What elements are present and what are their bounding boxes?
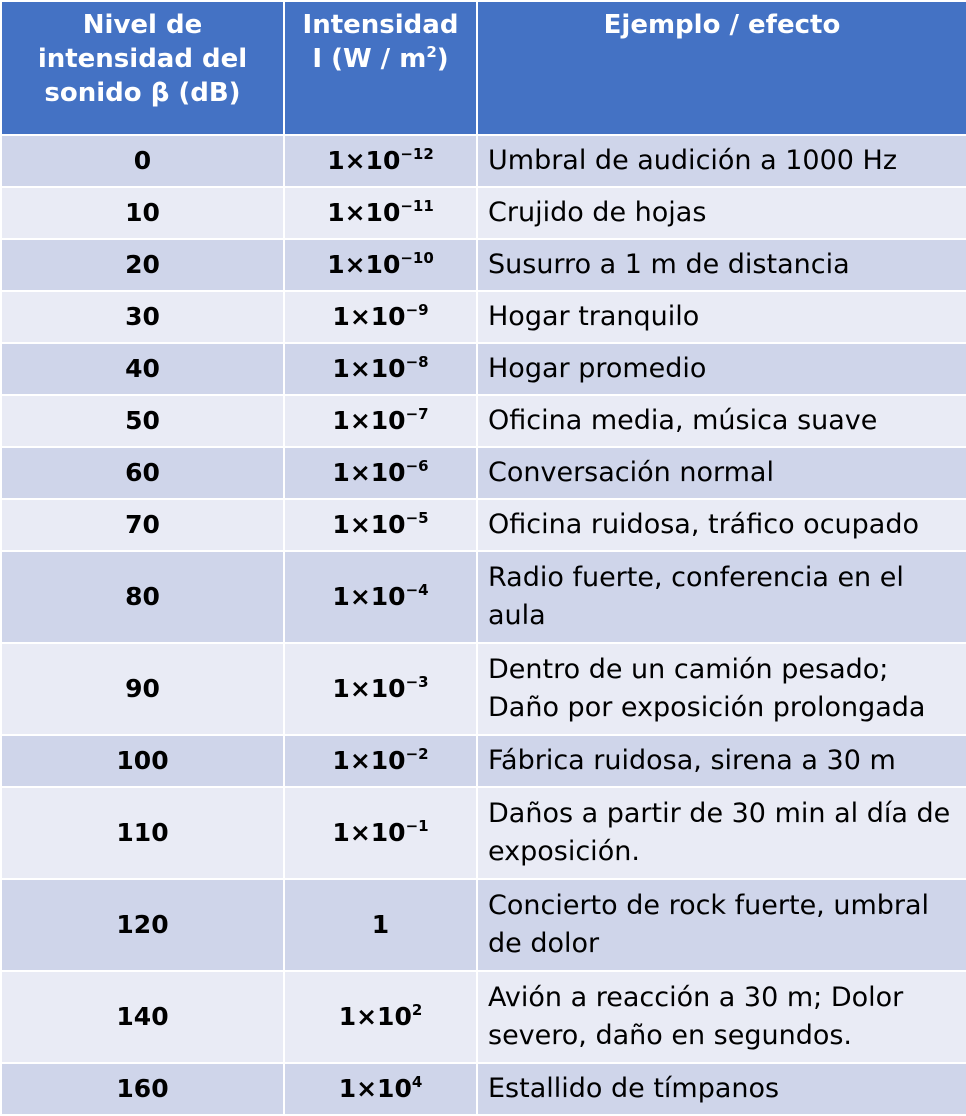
table-row — [1, 1063, 966, 1115]
example-cell: Concierto de rock fuerte, umbral de dolor — [477, 879, 966, 971]
table-row — [1, 395, 966, 447]
table-row — [1, 643, 966, 735]
example-cell: Susurro a 1 m de distancia — [477, 239, 966, 291]
table-row — [1, 971, 966, 1063]
intensity-base: 1×10 — [332, 510, 406, 539]
table-row — [1, 239, 966, 291]
example-cell: Oficina ruidosa, tráfico ocupado — [477, 499, 966, 551]
intensity-base: 1×10 — [332, 406, 406, 435]
level-cell: 30 — [1, 291, 284, 343]
example-cell: Radio fuerte, conferencia en el aula — [477, 551, 966, 643]
intensity-exponent: −4 — [405, 581, 429, 599]
intensity-cell — [284, 135, 477, 187]
level-cell: 60 — [1, 447, 284, 499]
level-cell: 110 — [1, 787, 284, 879]
intensity-cell — [284, 1063, 477, 1115]
intensity-exponent: −9 — [405, 301, 429, 319]
header-intensity — [284, 1, 477, 135]
intensity-base: 1×10 — [338, 1002, 412, 1031]
level-cell: 140 — [1, 971, 284, 1063]
table-row — [1, 343, 966, 395]
table-row — [1, 447, 966, 499]
intensity-base: 1×10 — [332, 458, 406, 487]
level-cell: 80 — [1, 551, 284, 643]
intensity-cell — [284, 291, 477, 343]
level-cell: 70 — [1, 499, 284, 551]
example-cell: Oficina media, música suave — [477, 395, 966, 447]
example-cell: Daños a partir de 30 min al día de exposición. — [477, 787, 966, 879]
intensity-exponent: −10 — [400, 249, 434, 267]
intensity-exponent: −5 — [405, 509, 429, 527]
intensity-exponent: −2 — [405, 745, 429, 763]
header-intensity-close: ) — [436, 44, 449, 74]
example-cell: Fábrica ruidosa, sirena a 30 m — [477, 735, 966, 787]
header-intensity-sup: 2 — [426, 43, 437, 61]
example-cell: Avión a reacción a 30 m; Dolor severo, daño en segundos. — [477, 971, 966, 1063]
intensity-cell — [284, 343, 477, 395]
example-cell: Estallido de tímpanos — [477, 1063, 966, 1115]
intensity-exponent: −8 — [405, 353, 429, 371]
intensity-base: 1×10 — [332, 354, 406, 383]
table-row — [1, 787, 966, 879]
table-row — [1, 499, 966, 551]
intensity-exponent: 2 — [411, 1001, 423, 1019]
intensity-exponent: −6 — [405, 457, 429, 475]
intensity-cell — [284, 499, 477, 551]
intensity-cell — [284, 643, 477, 735]
table-row — [1, 291, 966, 343]
level-cell: 10 — [1, 187, 284, 239]
intensity-exponent: −12 — [400, 145, 434, 163]
intensity-cell — [284, 787, 477, 879]
intensity-base: 1×10 — [332, 302, 406, 331]
intensity-base: 1×10 — [332, 674, 406, 703]
level-cell: 120 — [1, 879, 284, 971]
intensity-exponent: −1 — [405, 817, 429, 835]
example-cell: Dentro de un camión pesado; Daño por exposición prolongada — [477, 643, 966, 735]
table-row — [1, 187, 966, 239]
level-cell: 20 — [1, 239, 284, 291]
intensity-exponent: −7 — [405, 405, 429, 423]
level-cell: 50 — [1, 395, 284, 447]
intensity-base: 1×10 — [327, 146, 401, 175]
level-cell: 100 — [1, 735, 284, 787]
header-row — [1, 1, 966, 135]
example-cell: Hogar promedio — [477, 343, 966, 395]
intensity-cell — [284, 551, 477, 643]
intensity-cell — [284, 735, 477, 787]
table-row — [1, 879, 966, 971]
intensity-base: 1×10 — [332, 582, 406, 611]
intensity-base: 1×10 — [338, 1074, 412, 1103]
level-cell: 0 — [1, 135, 284, 187]
intensity-cell — [284, 447, 477, 499]
header-level: Nivel de intensidad del sonido β (dB) — [1, 1, 284, 135]
intensity-cell — [284, 187, 477, 239]
example-cell: Crujido de hojas — [477, 187, 966, 239]
intensity-base: 1×10 — [327, 198, 401, 227]
intensity-base: 1×10 — [327, 250, 401, 279]
intensity-base: 1 — [371, 910, 390, 939]
intensity-cell — [284, 395, 477, 447]
table-row — [1, 735, 966, 787]
intensity-exponent: −11 — [400, 197, 434, 215]
example-cell: Conversación normal — [477, 447, 966, 499]
intensity-cell — [284, 239, 477, 291]
example-cell: Hogar tranquilo — [477, 291, 966, 343]
header-intensity-text: Intensidad I (W / m — [302, 10, 459, 74]
example-cell: Umbral de audición a 1000 Hz — [477, 135, 966, 187]
intensity-exponent: 4 — [411, 1073, 423, 1091]
intensity-base: 1×10 — [332, 746, 406, 775]
level-cell: 90 — [1, 643, 284, 735]
level-cell: 40 — [1, 343, 284, 395]
header-example: Ejemplo / efecto — [477, 1, 966, 135]
intensity-cell — [284, 879, 477, 971]
table-row — [1, 551, 966, 643]
intensity-exponent: −3 — [405, 673, 429, 691]
intensity-base: 1×10 — [332, 818, 406, 847]
level-cell: 160 — [1, 1063, 284, 1115]
intensity-cell — [284, 971, 477, 1063]
table-row — [1, 135, 966, 187]
